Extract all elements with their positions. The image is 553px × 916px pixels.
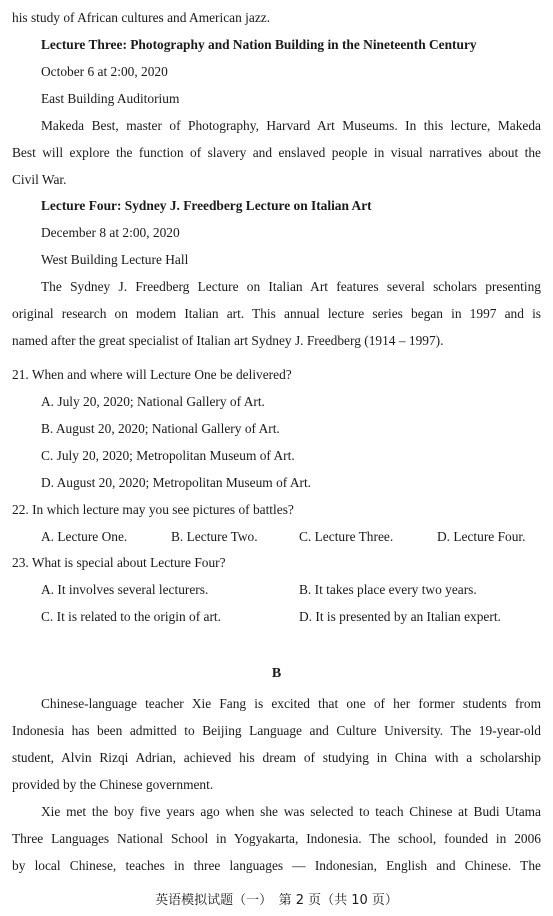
lecture-three-body-line: Best will explore the function of slavery and enslaved people in visual narratives about the bbox=[12, 145, 541, 160]
page-footer: 英语模拟试题（一） 第 2 页（共 10 页） bbox=[155, 893, 398, 908]
lecture-four-body-line: The Sydney J. Freedberg Lecture on Italian Art features several scholars presenting bbox=[41, 279, 541, 294]
question-22-stem: 22. In which lecture may you see pictures of battles? bbox=[12, 502, 294, 517]
lecture-four-body-line: named after the great specialist of Italian art Sydney J. Freedberg (1914 – 1997). bbox=[12, 333, 444, 348]
question-21-option-a: A. July 20, 2020; National Gallery of Art. bbox=[41, 394, 265, 409]
lecture-three-body-line: Civil War. bbox=[12, 172, 67, 187]
question-23-stem: 23. What is special about Lecture Four? bbox=[12, 555, 226, 570]
lecture-three-place: East Building Auditorium bbox=[41, 91, 180, 106]
passage-b-line: Xie met the boy five years ago when she was selected to teach Chinese at Budi Utama bbox=[41, 804, 541, 819]
passage-b-line: student, Alvin Rizqi Adrian, achieved his dream of studying in China with a scholarship bbox=[12, 750, 541, 765]
question-21-stem: 21. When and where will Lecture One be delivered? bbox=[12, 367, 292, 382]
question-23-option-d: D. It is presented by an Italian expert. bbox=[299, 609, 501, 624]
question-21-option-c: C. July 20, 2020; Metropolitan Museum of Art. bbox=[41, 448, 295, 463]
passage-b-line: by local Chinese, teaches in three languages — Indonesian, English and Chinese. The bbox=[12, 858, 541, 873]
question-21-option-d: D. August 20, 2020; Metropolitan Museum of Art. bbox=[41, 475, 312, 490]
question-22-option-d: D. Lecture Four. bbox=[437, 529, 526, 544]
passage-b-line: Indonesia has been admitted to Beijing Language and Culture University. The 19-year-old bbox=[12, 723, 541, 738]
question-23-option-c: C. It is related to the origin of art. bbox=[41, 609, 221, 624]
question-22-option-c: C. Lecture Three. bbox=[299, 529, 394, 544]
lecture-four-title: Lecture Four: Sydney J. Freedberg Lecture on Italian Art bbox=[41, 198, 372, 213]
lecture-four-date: December 8 at 2:00, 2020 bbox=[41, 225, 180, 240]
question-22-option-b: B. Lecture Two. bbox=[171, 529, 258, 544]
question-23-option-a: A. It involves several lecturers. bbox=[41, 582, 209, 597]
passage-b-line: provided by the Chinese government. bbox=[12, 777, 214, 792]
section-b-heading: B bbox=[271, 666, 282, 681]
passage-b-line: Three Languages National School in Yogyakarta, Indonesia. The school, founded in 2006 bbox=[12, 831, 541, 846]
lecture-four-place: West Building Lecture Hall bbox=[41, 252, 189, 267]
lecture-three-body-line: Makeda Best, master of Photography, Harvard Art Museums. In this lecture, Makeda bbox=[41, 118, 541, 133]
lecture-three-title: Lecture Three: Photography and Nation Building in the Nineteenth Century bbox=[41, 37, 477, 52]
passage-a-continuation: his study of African cultures and American jazz. bbox=[12, 10, 271, 25]
lecture-three-date: October 6 at 2:00, 2020 bbox=[41, 64, 168, 79]
question-22-option-a: A. Lecture One. bbox=[41, 529, 128, 544]
question-23-option-b: B. It takes place every two years. bbox=[299, 582, 477, 597]
question-21-option-b: B. August 20, 2020; National Gallery of Art. bbox=[41, 421, 280, 436]
passage-b-line: Chinese-language teacher Xie Fang is excited that one of her former students from bbox=[41, 696, 541, 711]
lecture-four-body-line: original research on modem Italian art. This annual lecture series began in 1997 and is bbox=[12, 306, 541, 321]
